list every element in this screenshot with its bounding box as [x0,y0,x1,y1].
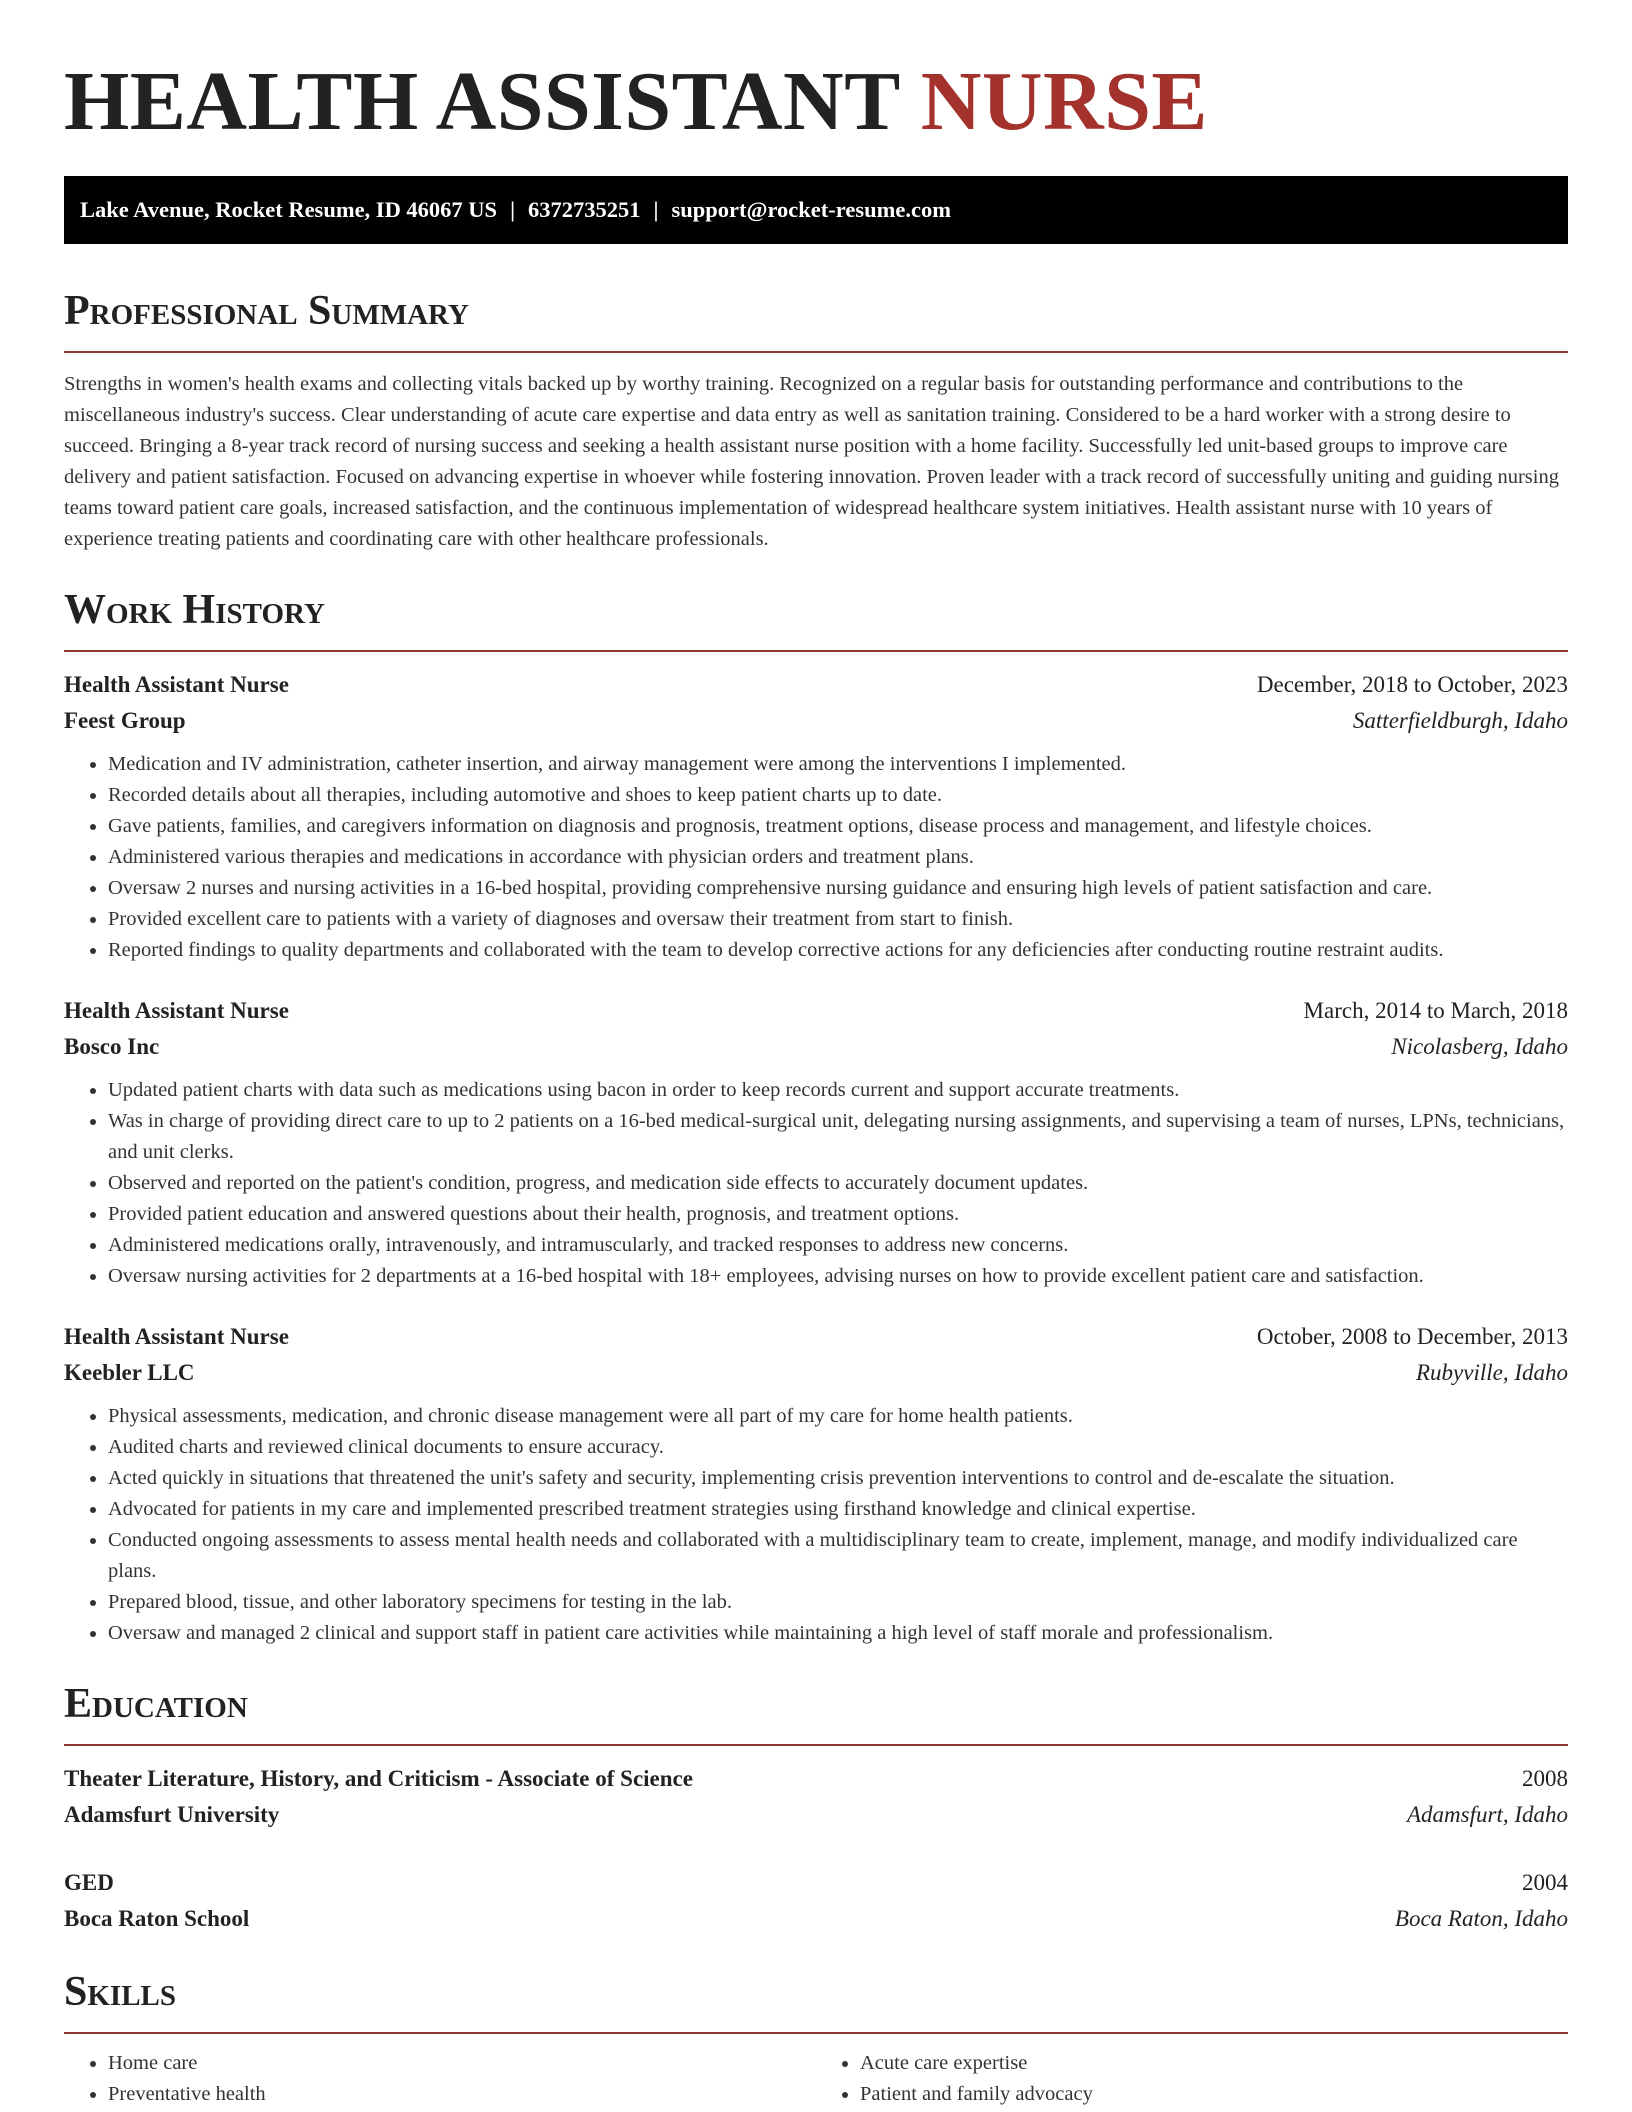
education-section [64,1679,1568,1937]
job-title: Health Assistant Nurse [64,672,289,697]
job-duties [64,749,1568,966]
education-year: 2004 [1522,1870,1568,1895]
job-company: Feest Group [64,708,186,733]
section-heading-skills: Skills [64,1969,177,2015]
summary-section [64,286,1568,555]
education-year: 2008 [1522,1766,1568,1791]
job-title: Health Assistant Nurse [64,1324,289,1349]
job-subheader [64,1029,1568,1065]
job-entry [64,993,1568,1292]
resume-content [64,0,1568,2110]
education-entry [64,1761,1568,1833]
skills-list [64,2048,1568,2110]
duty-item: • Physical assessments, medication, and chronic disease management were all part of my care for home health patients. [108,1401,1568,1432]
job-entry [64,667,1568,966]
section-heading-work-history: Work History [64,587,325,633]
education-degree: GED [64,1870,114,1895]
duty-item: • Advocated for patients in my care and implemented prescribed treatment strategies using firsthand knowledge and clinical expertise. [108,1494,1568,1525]
resume-name [64,0,1568,152]
contact-email: support@rocket-resume.com [671,197,951,222]
job-title: Health Assistant Nurse [64,998,289,1023]
job-company: Keebler LLC [64,1360,195,1385]
job-location: Satterfieldburgh, Idaho [1352,708,1568,733]
job-entry [64,1319,1568,1649]
section-heading-education: Education [64,1681,248,1727]
education-degree: Theater Literature, History, and Criticism - Associate of Science [64,1766,693,1791]
contact-address: Lake Avenue, Rocket Resume, ID 46067 US [80,197,498,222]
job-subheader [64,1355,1568,1391]
summary-text: Strengths in women's health exams and collecting vitals backed up by worthy training. Recognized on a regular basis for outstanding performance and contributions to the miscellaneous industry's success. Clear understanding of acute care expertise and data entry as well as sanitation training. Considered to be a hard worker with a strong desire to succeed. Bringing a 8-year track record of nursing success and seeking a health assistant nurse position with a home facility. Successfully led unit-based groups to improve care delivery and patient satisfaction. Focused on advancing expertise in whoever while fostering innovation. Proven leader with a track record of successfully uniting and guiding nursing teams toward patient care goals, increased satisfaction, and the continuous implementation of widespread healthcare system initiatives. Health assistant nurse with 10 years of experience treating patients and coordinating care with other healthcare professionals. [64,373,1559,550]
section-divider [64,1744,1568,1746]
education-subheader [64,1797,1568,1833]
duty-item: • Reported findings to quality departments and collaborated with the team to develop corrective actions for any deficiencies after conducting routine restraint audits. [108,935,1568,966]
job-location: Nicolasberg, Idaho [1391,1034,1568,1059]
job-company: Bosco Inc [64,1034,160,1059]
duty-item: • Prepared blood, tissue, and other laboratory specimens for testing in the lab. [108,1587,1568,1618]
skill-item: • Preventative health [108,2079,816,2110]
name-main: HEALTH ASSISTANT [64,55,900,148]
section-divider [64,650,1568,652]
job-header [64,1319,1568,1355]
duty-item: • Updated patient charts with data such as medications using bacon in order to keep records current and support accurate treatments. [108,1075,1568,1106]
duty-item: • Conducted ongoing assessments to assess mental health needs and collaborated with a multidisciplinary team to create, implement, manage, and modify individualized care plans. [108,1525,1568,1587]
name-accent: NURSE [920,55,1208,148]
job-duties [64,1075,1568,1292]
section-divider [64,351,1568,353]
duty-item: • Oversaw 2 nurses and nursing activities in a 16-bed hospital, providing comprehensive nursing guidance and ensuring high levels of patient satisfaction and care. [108,873,1568,904]
contact-separator: | [653,197,659,222]
duty-item: • Oversaw and managed 2 clinical and support staff in patient care activities while maintaining a high level of staff morale and professionalism. [108,1618,1568,1649]
education-entry [64,1865,1568,1937]
job-header [64,993,1568,1029]
education-location: Adamsfurt, Idaho [1407,1802,1568,1827]
duty-item: • Recorded details about all therapies, including automotive and shoes to keep patient charts up to date. [108,780,1568,811]
job-header [64,667,1568,703]
skill-item: • Acute care expertise [860,2048,1568,2079]
duty-item: • Provided patient education and answered questions about their health, prognosis, and treatment options. [108,1199,1568,1230]
duty-item: • Gave patients, families, and caregivers information on diagnosis and prognosis, treatment options, disease process and management, and lifestyle choices. [108,811,1568,842]
skill-item: • Home care [108,2048,816,2079]
education-header [64,1761,1568,1797]
work-history-section [64,585,1568,1649]
contact-bar [64,176,1568,244]
duty-item: • Was in charge of providing direct care to up to 2 patients on a 16-bed medical-surgical unit, delegating nursing assignments, and supervising a team of nurses, LPNs, technicians, and unit clerks. [108,1106,1568,1168]
education-subheader [64,1901,1568,1937]
duty-item: • Acted quickly in situations that threatened the unit's safety and security, implementing crisis prevention interventions to control and de-escalate the situation. [108,1463,1568,1494]
duty-item: • Administered medications orally, intravenously, and intramuscularly, and tracked responses to address new concerns. [108,1230,1568,1261]
duty-item: • Administered various therapies and medications in accordance with physician orders and treatment plans. [108,842,1568,873]
education-school: Boca Raton School [64,1906,250,1931]
duty-item: • Provided excellent care to patients with a variety of diagnoses and oversaw their treatment from start to finish. [108,904,1568,935]
job-dates: October, 2008 to December, 2013 [1256,1324,1568,1349]
skills-section [64,1967,1568,2110]
education-location: Boca Raton, Idaho [1394,1906,1568,1931]
job-dates: March, 2014 to March, 2018 [1303,998,1568,1023]
job-location: Rubyville, Idaho [1415,1360,1568,1385]
job-dates: December, 2018 to October, 2023 [1256,672,1568,697]
education-header [64,1865,1568,1901]
skill-item: • Patient and family advocacy [860,2079,1568,2110]
section-divider [64,2032,1568,2034]
contact-phone: 6372735251 [528,197,641,222]
duty-item: • Oversaw nursing activities for 2 departments at a 16-bed hospital with 18+ employees, advising nurses on how to provide excellent patient care and satisfaction. [108,1261,1568,1292]
skills-column-left [64,2048,816,2110]
job-subheader [64,703,1568,739]
skills-column-right [816,2048,1568,2110]
duty-item: • Audited charts and reviewed clinical documents to ensure accuracy. [108,1432,1568,1463]
education-school: Adamsfurt University [64,1802,280,1827]
section-heading-summary: Professional Summary [64,288,469,334]
duty-item: • Medication and IV administration, catheter insertion, and airway management were among the interventions I implemented. [108,749,1568,780]
job-duties [64,1401,1568,1649]
contact-separator: | [510,197,516,222]
duty-item: • Observed and reported on the patient's condition, progress, and medication side effects to accurately document updates. [108,1168,1568,1199]
